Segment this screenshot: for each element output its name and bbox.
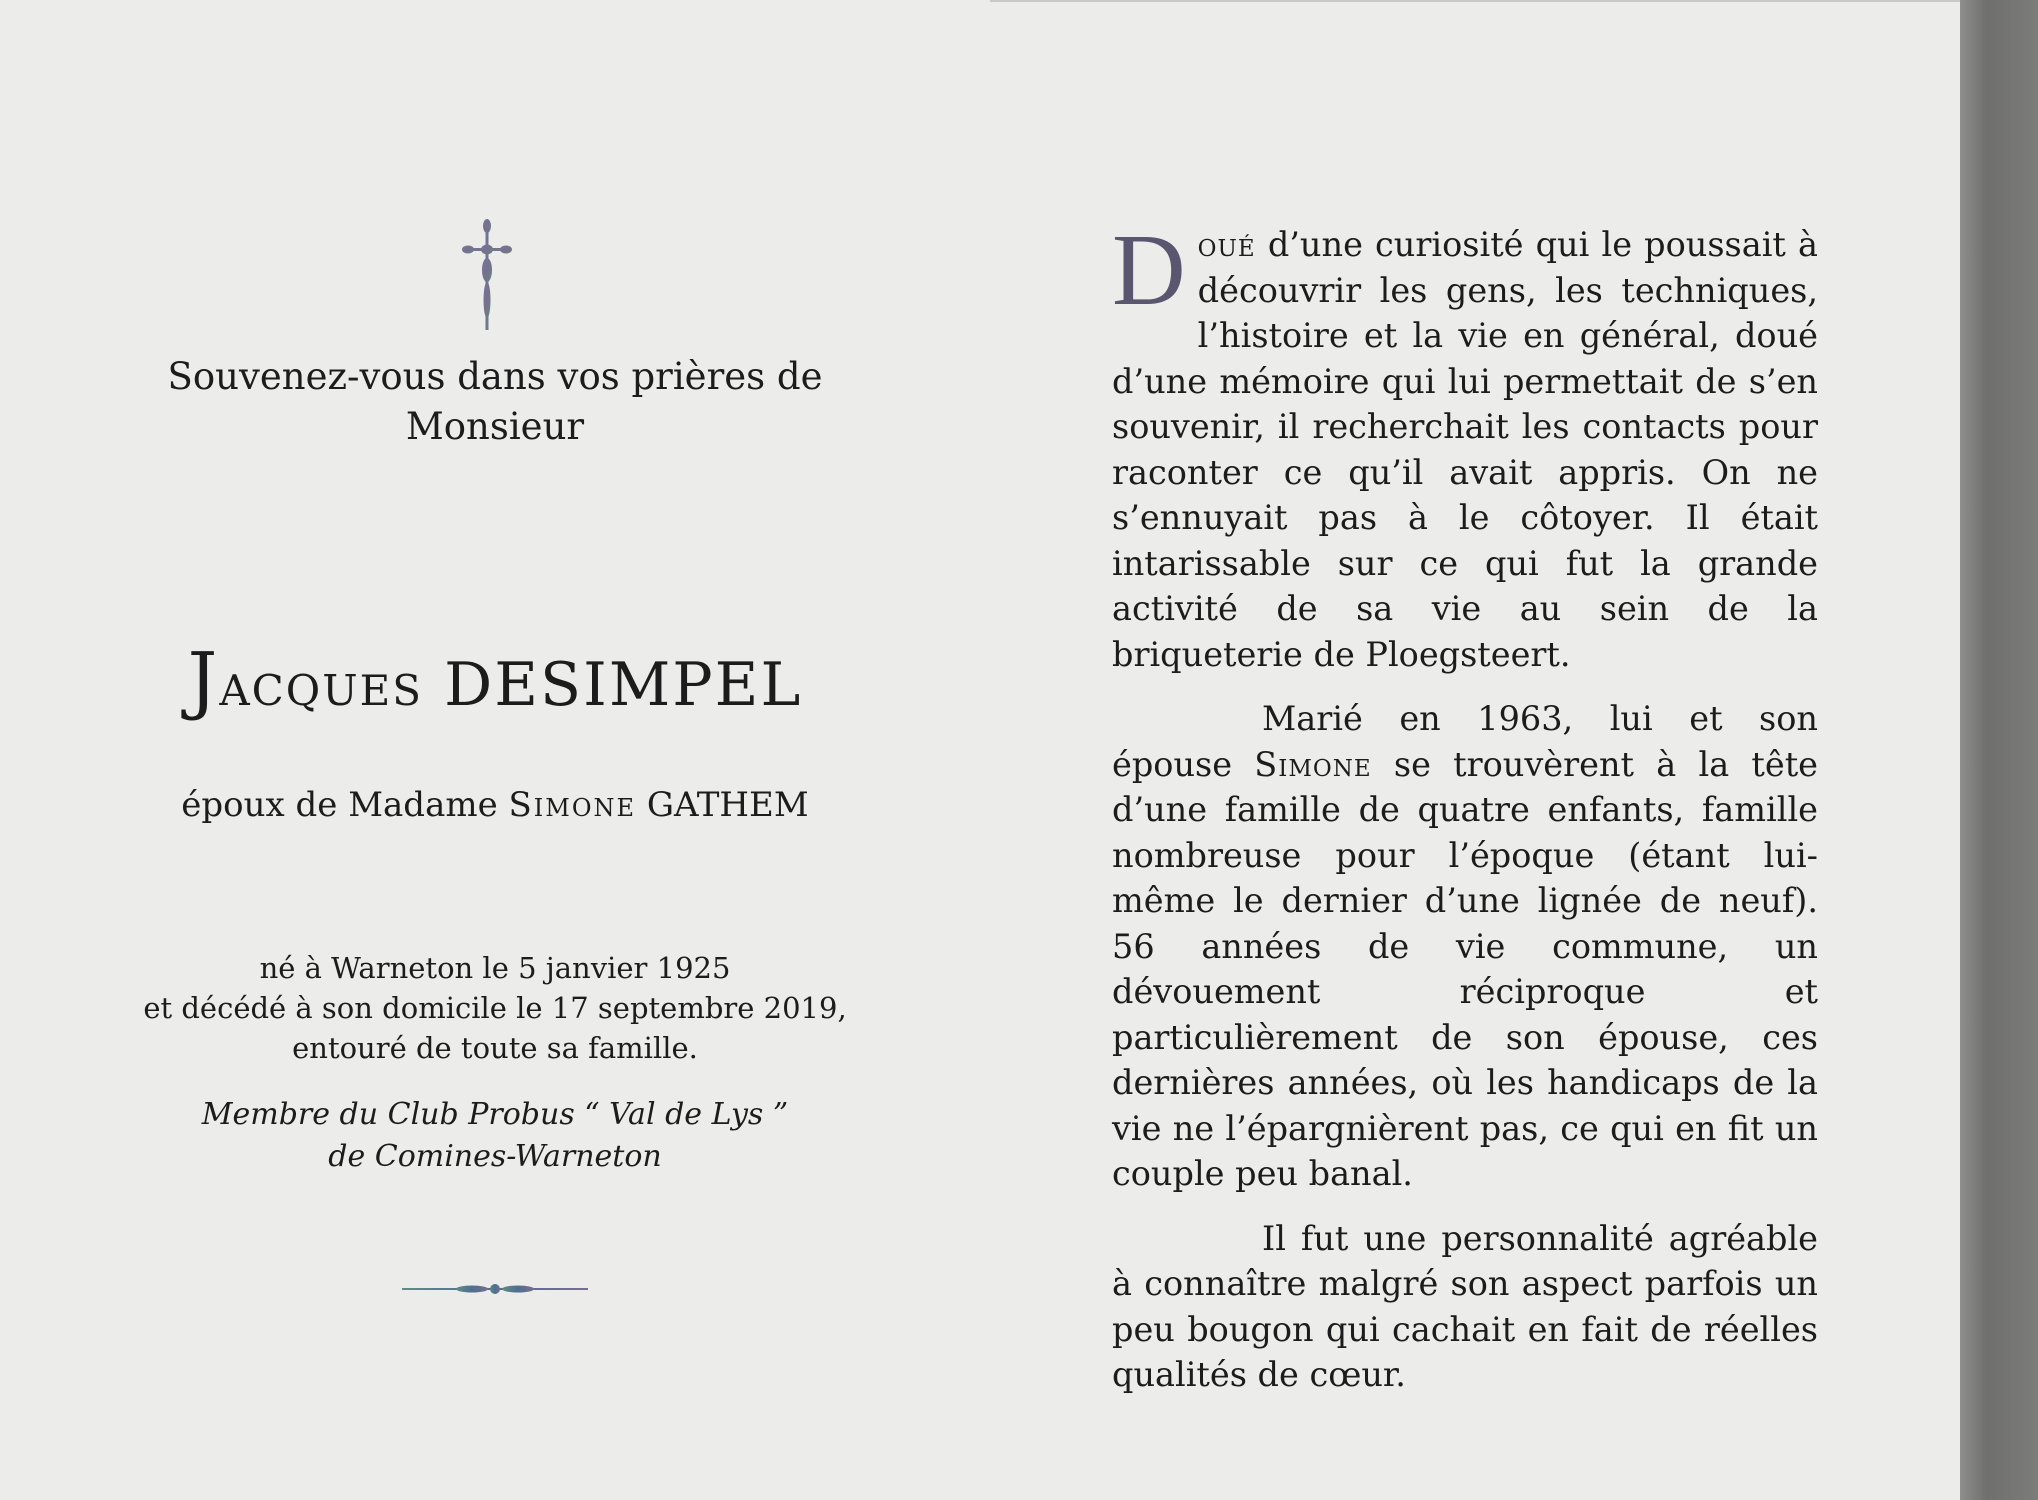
cross-icon	[462, 218, 512, 336]
top-edge-line	[990, 0, 1970, 2]
spouse-last-name: GATHEM	[636, 785, 809, 825]
name-last: DESIMPEL	[444, 650, 803, 720]
spouse-prefix: époux de Madame	[181, 785, 509, 825]
remembrance-line-2: Monsieur	[405, 405, 585, 448]
dropcap-letter: D	[1112, 214, 1186, 327]
paragraph-3: Il fut une personnalité agréable à connaître malgré son aspect parfois un peu bougon qui cachait en fait de réelles qualités de cœur.	[1112, 1218, 1818, 1394]
paragraph-2	[1112, 696, 1818, 1197]
paragraph-2-before: Marié en 1963, lui et son épouse	[1112, 699, 1818, 784]
death-line: et décédé à son domicile le 17 septembre 2019,	[143, 991, 847, 1025]
birth-line: né à Warneton le 5 janvier 1925	[259, 951, 731, 985]
family-line: entouré de toute sa famille.	[292, 1031, 698, 1065]
paragraph-2-name: Simone	[1254, 744, 1372, 784]
paragraph-2-after: se trouvèrent à la tête d’une famille de quatre enfants, famille nombreuse pour l’époque (étant lui-même le dernier d’une lignée de neuf). 56 années de vie commune, un dévouement réciproque et particulièrement de son épouse, ces dernières années, où les handicaps de la vie ne l’épargnièrent pas, ce qui en fit un couple peu banal.	[1112, 744, 1818, 1193]
paragraph-1	[1112, 214, 1818, 677]
remembrance-text	[110, 352, 880, 452]
left-panel	[110, 0, 880, 1500]
club-line-1: Membre du Club Probus “ Val de Lys ”	[201, 1097, 789, 1132]
spouse-first-name: Simone	[508, 785, 637, 825]
club-line-2: de Comines-Warneton	[328, 1139, 662, 1174]
right-panel	[1112, 214, 1818, 1417]
ornament-divider-icon	[402, 1282, 588, 1296]
deceased-name	[110, 637, 880, 725]
paragraph-1-body: d’une curiosité qui le poussait à découvrir les gens, les techniques, l’histoire et la vie en général, doué d’une mémoire qui lui permettait de s’en souvenir, il recherchait les contacts pour raconter ce qu’il avait appris. On ne s’ennuyait pas à le côtoyer. Il était intarissable sur ce qui fut la grande activité de sa vie au sein de la briqueterie de Ploegsteert.	[1112, 225, 1818, 674]
remembrance-line-1: Souvenez-vous dans vos prières de	[167, 355, 823, 398]
paragraph-1-lead: oué	[1197, 225, 1256, 264]
name-first-rest: acques	[219, 650, 424, 720]
life-dates	[110, 948, 880, 1068]
name-initial: J	[187, 637, 220, 723]
spouse-line	[110, 782, 880, 828]
scan-border	[1960, 0, 2038, 1500]
club-membership	[110, 1094, 880, 1178]
